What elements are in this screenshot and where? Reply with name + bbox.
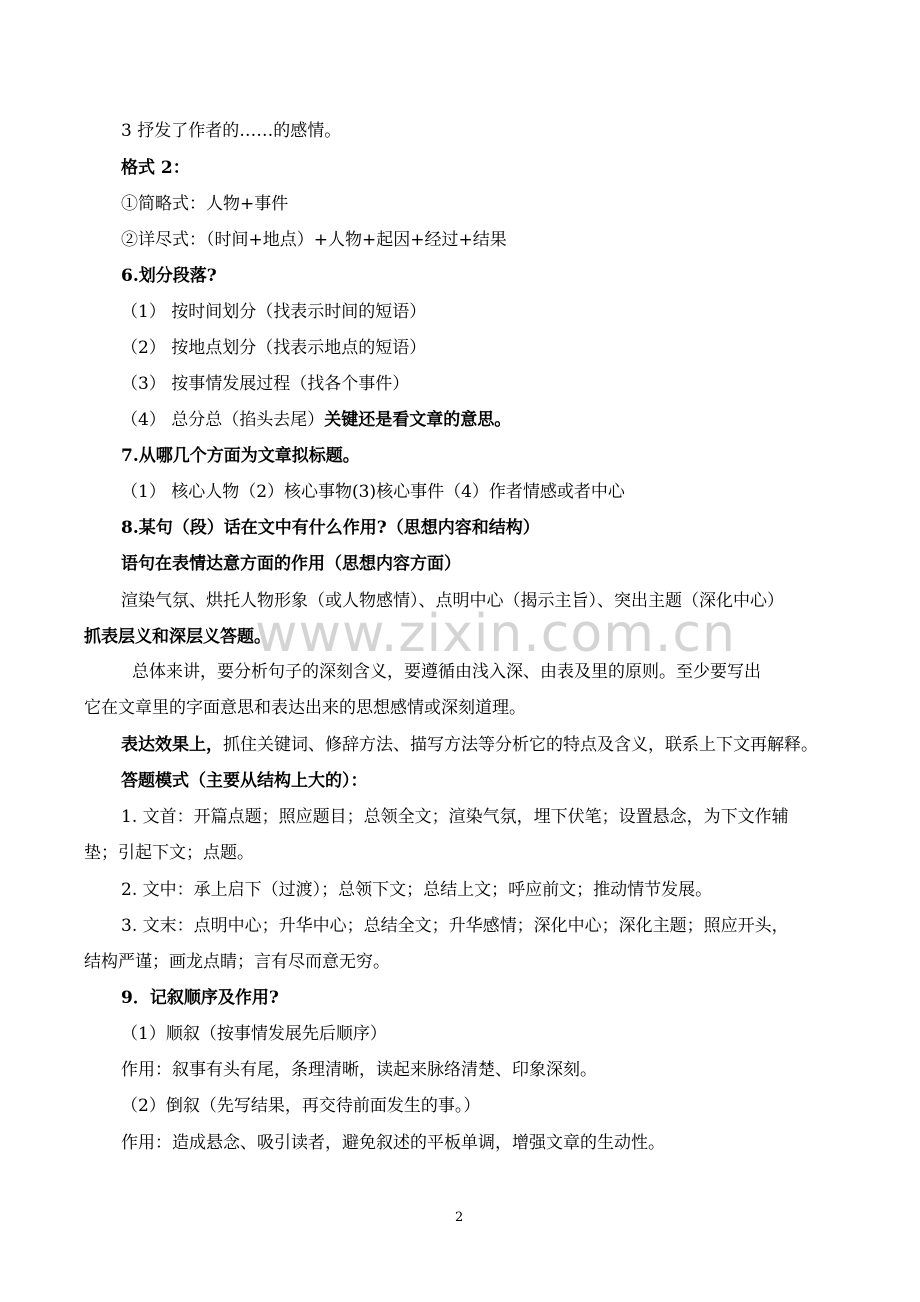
text-line: 渲染气氛、烘托人物形象（或人物感情）、点明中心（揭示主旨）、突出主题（深化中心） [121, 591, 784, 611]
list-item [121, 410, 511, 430]
section-heading: 8.某句（段）话在文中有什么作用?（思想内容和结构） [121, 518, 540, 538]
text-line: ①简略式：人物+事件 [121, 194, 289, 214]
list-item: （1）顺叙（按事情发展先后顺序） [121, 1024, 387, 1044]
list-item: 2. 文中：承上启下（过渡）；总领下文；总结上文；呼应前文；推动情节发展。 [121, 880, 713, 900]
paragraph-line: 它在文章里的字面意思和表达出来的思想感情或深刻道理。 [84, 698, 526, 718]
emphasis-text: 表达效果上， [121, 735, 223, 755]
section-heading: 9．记叙顺序及作用? [121, 988, 279, 1008]
list-item: 3. 文末：点明中心；升华中心；总结全文；升华感情；深化中心；深化主题；照应开头， [121, 916, 789, 936]
page-number: 2 [455, 1210, 464, 1225]
text-line: 作用：叙事有头有尾，条理清晰，读起来脉络清楚、印象深刻。 [121, 1060, 597, 1080]
paragraph-line: 总体来讲，要分析句子的深刻含义，要遵循由浅入深、由表及里的原则。至少要写出 [132, 662, 761, 682]
list-item: 1. 文首：开篇点题；照应题目；总领全文；渲染气氛，埋下伏笔；设置悬念，为下文作辅 [121, 807, 789, 827]
section-heading: 格式 2： [121, 158, 190, 178]
paragraph-text: 抓住关键词、修辞方法、描写方法等分析它的特点及含义，联系上下文再解释。 [223, 735, 818, 755]
list-item: （2） 按地点划分（找表示地点的短语） [121, 338, 427, 358]
subheading: 语句在表情达意方面的作用（思想内容方面） [121, 554, 461, 574]
subheading: 答题模式（主要从结构上大的）： [121, 771, 368, 791]
section-heading: 7.从哪几个方面为文章拟标题。 [121, 446, 360, 466]
list-item: （3） 按事情发展过程（找各个事件） [121, 374, 410, 394]
list-item-continuation: 垫；引起下文；点题。 [84, 843, 254, 863]
text-line: 3 抒发了作者的……的感情。 [121, 121, 342, 141]
emphasis-text: 关键还是看文章的意思。 [324, 410, 512, 430]
list-item: （1） 核心人物（2）核心事物(3)核心事件（4）作者情感或者中心 [121, 482, 625, 502]
paragraph-line [121, 735, 818, 755]
list-item: （2）倒叙（先写结果，再交待前面发生的事。） [121, 1096, 481, 1116]
text-line: 作用：造成悬念、吸引读者，避免叙述的平板单调，增强文章的生动性。 [121, 1133, 665, 1153]
text-line: ②详尽式：（时间+地点）+人物+起因+经过+结果 [121, 230, 507, 250]
list-item: （1） 按时间划分（找表示时间的短语） [121, 302, 427, 322]
list-item-continuation: 结构严谨；画龙点睛；言有尽而意无穷。 [84, 952, 390, 972]
watermark: www.zixin.com.cn [255, 604, 736, 664]
emphasis-line: 抓表层义和深层义答题。 [84, 627, 271, 647]
list-item-text: （4） 总分总（掐头去尾） [121, 410, 325, 430]
section-heading: 6.划分段落? [121, 266, 217, 286]
